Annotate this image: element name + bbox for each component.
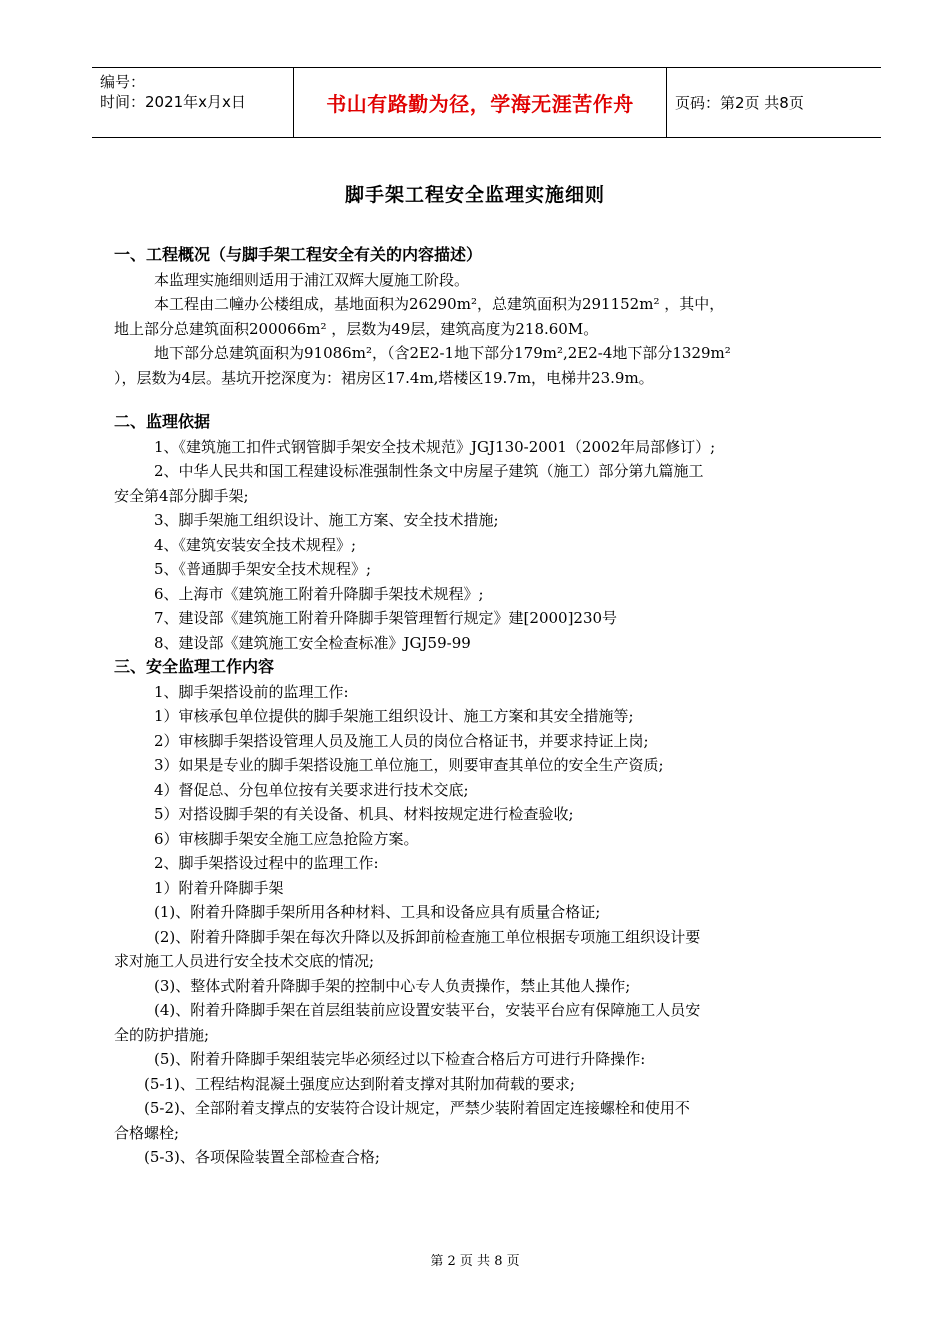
section-heading: 一、工程概况（与脚手架工程安全有关的内容描述） (114, 245, 483, 264)
page-footer: 第 2 页 共 8 页 (430, 1254, 520, 1269)
list-item: (5)、附着升降脚手架组装完毕必须经过以下检查合格后方可进行升降操作: (154, 1050, 646, 1068)
paragraph-line: 本监理实施细则适用于浦江双辉大厦施工阶段。 (154, 270, 470, 289)
header-page-info: 页码：第2页 共8页 (675, 94, 804, 112)
list-item: 1）附着升降脚手架 (154, 878, 284, 897)
paragraph-line: ），层数为4层。基坑开挖深度为：裙房区17.4m,塔楼区19.7m，电梯井23.9m。 (114, 368, 654, 387)
section-gap (114, 390, 862, 410)
header-motto: 书山有路勤为径，学海无涯苦作舟 (326, 92, 634, 116)
time-label: 时间：2021年x月x日 (100, 93, 246, 111)
list-item: (3)、整体式附着升降脚手架的控制中心专人负责操作，禁止其他人操作; (154, 976, 631, 995)
list-item: 全的防护措施; (114, 1025, 210, 1044)
list-item: 合格螺栓; (114, 1123, 180, 1142)
header-divider (666, 68, 667, 137)
list-item: 3、脚手架施工组织设计、施工方案、安全技术措施; (154, 511, 499, 529)
list-item: 1、《建筑施工扣件式钢管脚手架安全技术规范》JGJ130-2001（2002年局部修订）; (154, 437, 716, 456)
list-item: 4、《建筑安装安全技术规程》; (154, 535, 357, 554)
number-label: 编号： (100, 73, 146, 91)
list-item: 2、中华人民共和国工程建设标准强制性条文中房屋子建筑（施工）部分第九篇施工 (154, 462, 704, 480)
list-item: (4)、附着升降脚手架在首层组装前应设置安装平台，安装平台应有保障施工人员安 (154, 1001, 701, 1019)
paragraph-line: 本工程由二幢办公楼组成，基地面积为26290m²，总建筑面积为291152m² ，其中， (154, 295, 725, 313)
list-item: 4）督促总、分包单位按有关要求进行技术交底; (154, 780, 469, 799)
list-item: 7、建设部《建筑施工附着升降脚手架管理暂行规定》建[2000]230号 (154, 609, 618, 627)
list-item: 8、建设部《建筑施工安全检查标准》JGJ59-99 (154, 633, 471, 652)
list-item: (5-1)、工程结构混凝土强度应达到附着支撑对其附加荷载的要求; (144, 1074, 575, 1093)
list-item: 求对施工人员进行安全技术交底的情况; (114, 952, 375, 970)
list-item: (1)、附着升降脚手架所用各种材料、工具和设备应具有质量合格证; (154, 903, 601, 921)
list-item: 2、脚手架搭设过程中的监理工作: (154, 854, 379, 872)
section-heading: 三、安全监理工作内容 (114, 657, 275, 676)
paragraph-line: 地下部分总建筑面积为91086m²，（含2E2-1地下部分179m²,2E2-4地下部分1329m² (154, 344, 731, 362)
list-item: 2）审核脚手架搭设管理人员及施工人员的岗位合格证书，并要求持证上岗; (154, 731, 649, 750)
document-header (92, 67, 881, 138)
list-item: 6、上海市《建筑施工附着升降脚手架技术规程》; (154, 584, 484, 603)
list-item: 5）对搭设脚手架的有关设备、机具、材料按规定进行检查验收; (154, 805, 574, 823)
list-item: 1、脚手架搭设前的监理工作: (154, 682, 349, 701)
list-item: (2)、附着升降脚手架在每次升降以及拆卸前检查施工单位根据专项施工组织设计要 (154, 927, 701, 946)
list-item: 1）审核承包单位提供的脚手架施工组织设计、施工方案和其安全措施等; (154, 707, 634, 725)
list-item: 5、《普通脚手架安全技术规程》; (154, 560, 372, 578)
document-title: 脚手架工程安全监理实施细则 (344, 184, 605, 206)
header-meta (100, 72, 290, 112)
list-item: 6）审核脚手架安全施工应急抢险方案。 (154, 829, 419, 848)
list-item: (5-2)、全部附着支撑点的安装符合设计规定，严禁少装附着固定连接螺栓和使用不 (144, 1099, 690, 1117)
list-item: 安全第4部分脚手架; (114, 486, 249, 505)
section-heading: 二、监理依据 (114, 412, 211, 431)
list-item: (5-3)、各项保险装置全部检查合格; (144, 1148, 380, 1166)
list-item: 3）如果是专业的脚手架搭设施工单位施工，则要审查其单位的安全生产资质; (154, 756, 664, 774)
paragraph-line: 地上部分总建筑面积200066m² ，层数为49层，建筑高度为218.60M。 (114, 319, 599, 338)
document-body (114, 243, 862, 1170)
